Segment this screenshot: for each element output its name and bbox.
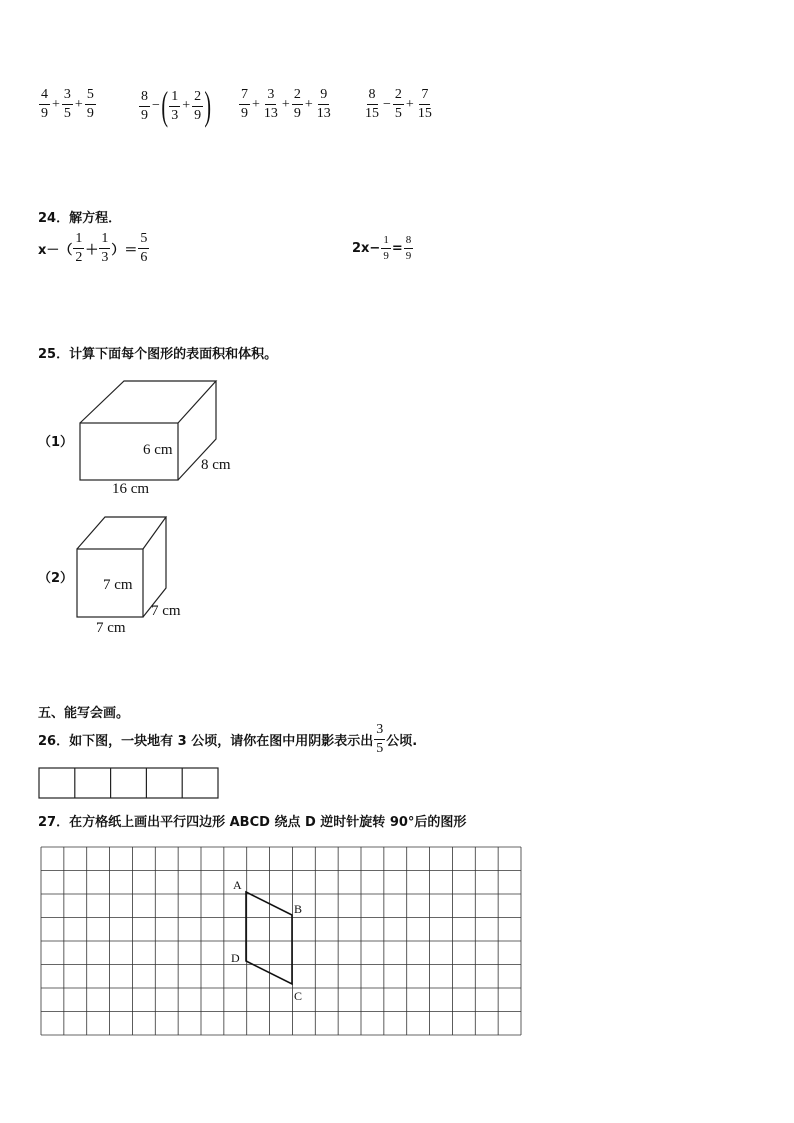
- cuboid-top-face: [80, 381, 216, 423]
- numerator: 2: [393, 88, 404, 105]
- point-d-label: D: [231, 951, 240, 965]
- denominator: 9: [141, 107, 148, 123]
- q23-expression-4: [362, 88, 435, 121]
- cuboid-figure-1: [70, 375, 250, 500]
- point-c-label: C: [294, 989, 303, 1003]
- numerator: 1: [381, 235, 391, 249]
- operator: +: [405, 96, 414, 112]
- operator: +: [252, 96, 260, 112]
- denominator: 3: [171, 107, 179, 123]
- q26-title: [38, 723, 417, 756]
- q27-title: 27．在方格纸上画出平行四边形 ABCD 绕点 D 逆时针旋转 90°后的图形: [38, 815, 467, 830]
- denominator: 9: [41, 106, 48, 121]
- operator: +: [281, 96, 290, 112]
- q23-expression-3: [238, 88, 334, 121]
- q26-text-after: 公顷.: [386, 734, 418, 749]
- equation-prefix: 2x−: [352, 241, 381, 256]
- numerator: 7: [419, 88, 430, 105]
- q26-land-strip[interactable]: [38, 767, 220, 800]
- operator: ＋: [85, 243, 99, 258]
- point-a-label: A: [233, 878, 242, 892]
- denominator: 5: [376, 741, 384, 756]
- numerator: 8: [367, 88, 378, 105]
- q24-title: 24．解方程．: [38, 211, 122, 226]
- denominator: 6: [140, 250, 148, 265]
- operator: +: [304, 96, 313, 112]
- operator: −: [152, 98, 160, 113]
- numerator: 5: [85, 88, 96, 105]
- figure-1-label: （1）: [38, 435, 74, 450]
- section-5-title: 五、能写会画。: [38, 706, 130, 721]
- operator: +: [74, 96, 83, 112]
- denominator: 5: [394, 106, 402, 121]
- denominator: 13: [263, 106, 278, 121]
- denominator: 9: [383, 250, 389, 262]
- q25-title: 25．计算下面每个图形的表面积和体积。: [38, 347, 278, 362]
- numerator: 5: [138, 232, 149, 249]
- cube-top-face: [77, 517, 166, 549]
- figure-1-height-label: 6 cm: [143, 442, 173, 458]
- denominator: 15: [365, 106, 379, 121]
- numerator: 7: [239, 88, 250, 105]
- q26-text-before: 26．如下图，一块地有 3 公顷，请你在图中用阴影表示出: [38, 734, 374, 749]
- denominator: 13: [316, 106, 331, 121]
- equation-prefix: x－（: [38, 243, 73, 258]
- q24-equation-1: [38, 232, 150, 265]
- figure-2-height-label: 7 cm: [103, 577, 133, 593]
- numerator: 1: [99, 232, 110, 249]
- operator: =: [391, 241, 403, 256]
- denominator: 9: [86, 106, 94, 121]
- numerator: 3: [62, 88, 73, 105]
- numerator: 4: [39, 88, 50, 105]
- numerator: 2: [192, 90, 203, 107]
- q24-equation-2: [352, 235, 414, 262]
- denominator: 15: [417, 106, 432, 121]
- figure-2-length-label: 7 cm: [96, 620, 126, 636]
- numerator: 1: [169, 90, 180, 107]
- denominator: 2: [75, 250, 83, 265]
- denominator: 9: [194, 107, 202, 123]
- denominator: 9: [293, 106, 301, 121]
- numerator: 8: [404, 235, 414, 249]
- operator: −: [383, 96, 391, 112]
- operator: +: [52, 96, 60, 112]
- point-b-label: B: [294, 902, 303, 916]
- denominator: 3: [101, 250, 109, 265]
- right-paren-icon: ): [204, 83, 212, 128]
- q27-grid-paper[interactable]: [40, 846, 522, 1036]
- denominator: 9: [241, 106, 248, 121]
- numerator: 2: [292, 88, 303, 105]
- q23-expression-1: [38, 88, 97, 121]
- numerator: 8: [139, 90, 150, 107]
- figure-2-label: （2）: [38, 571, 74, 586]
- equation-close: ）＝: [111, 243, 138, 258]
- numerator: 3: [374, 723, 385, 740]
- numerator: 1: [73, 232, 84, 249]
- figure-2-depth-label: 7 cm: [151, 603, 181, 619]
- denominator: 5: [63, 106, 71, 121]
- left-paren-icon: (: [161, 83, 168, 128]
- numerator: 9: [318, 88, 329, 105]
- parallelogram-abcd: [246, 892, 292, 984]
- operator: +: [182, 98, 191, 113]
- figure-1-depth-label: 8 cm: [201, 457, 231, 473]
- q23-expression-2: [138, 83, 212, 128]
- numerator: 3: [265, 88, 276, 105]
- denominator: 9: [405, 250, 412, 262]
- figure-1-length-label: 16 cm: [112, 481, 150, 497]
